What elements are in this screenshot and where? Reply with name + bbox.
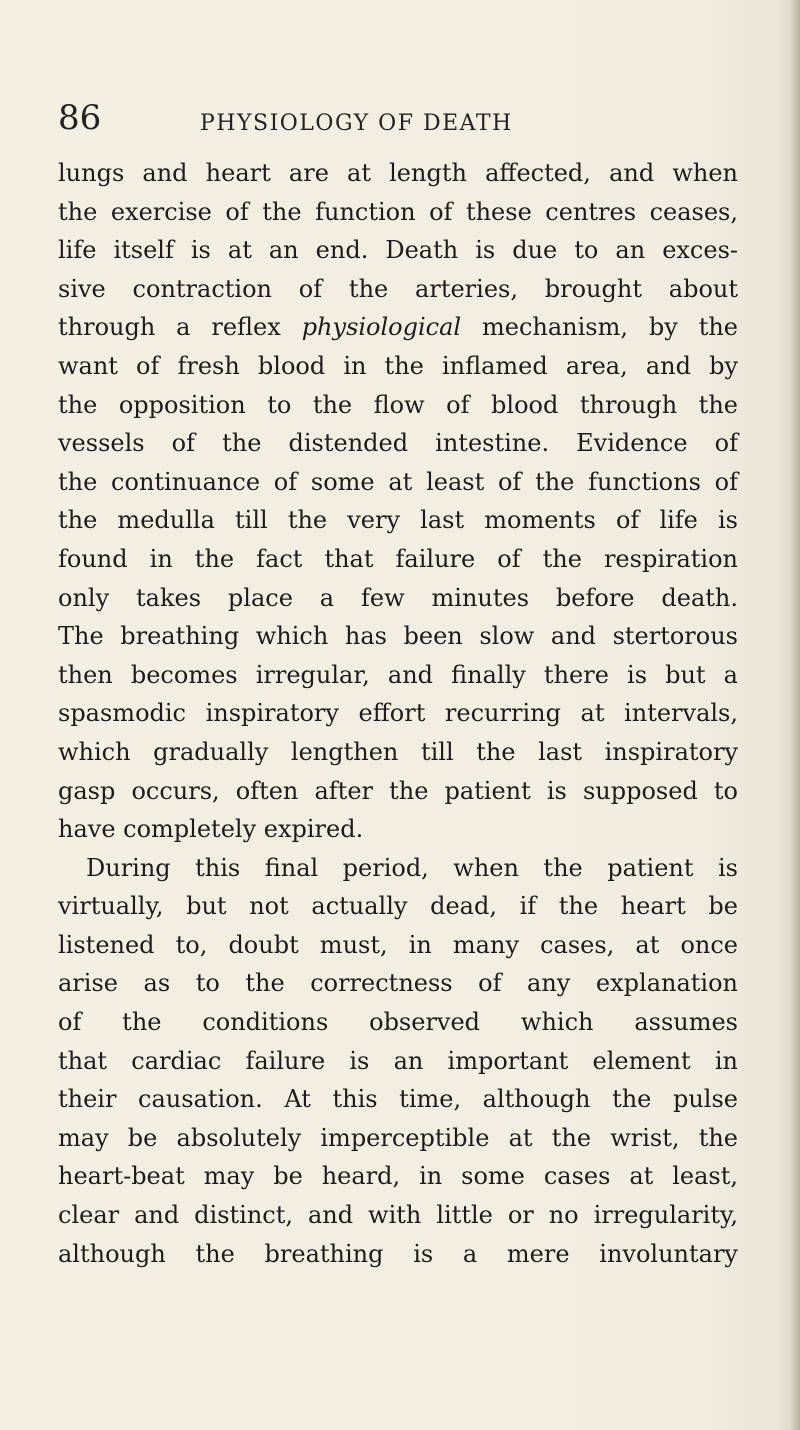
text-line: arise as to the correctness of any explanation — [58, 969, 738, 998]
text-line: only takes place a few minutes before death. — [58, 583, 738, 612]
running-head: PHYSIOLOGY OF DEATH — [200, 111, 513, 136]
text-fragment: mechanism, by the — [461, 313, 738, 342]
page-header — [58, 98, 738, 138]
text-line: then becomes irregular, and finally there is but a — [58, 660, 738, 689]
text-line: During this final period, when the patient is — [86, 853, 738, 882]
text-line: want of fresh blood in the inflamed area, and by — [58, 351, 738, 380]
text-line: although the breathing is a mere involuntary — [58, 1239, 738, 1268]
text-line: of the conditions observed which assumes — [58, 1008, 738, 1037]
text-line: their causation. At this time, although the pulse — [58, 1085, 738, 1114]
body-text — [58, 154, 738, 1273]
text-line: life itself is at an end. Death is due to an exces- — [58, 236, 738, 265]
text-line: spasmodic inspiratory effort recurring at intervals, — [58, 699, 738, 728]
text-line: vessels of the distended intestine. Evidence of — [58, 429, 738, 458]
text-line: the exercise of the function of these centres ceases, — [58, 197, 738, 226]
text-line: have completely expired. — [58, 815, 364, 844]
text-line: clear and distinct, and with little or no irregularity, — [58, 1201, 738, 1230]
text-line: listened to, doubt must, in many cases, at once — [58, 930, 738, 959]
text-fragment: through a reflex — [58, 313, 302, 342]
text-line: the continuance of some at least of the functions of — [58, 467, 738, 496]
text-line: heart-beat may be heard, in some cases at least, — [58, 1162, 738, 1191]
text-line: the opposition to the flow of blood through the — [58, 390, 738, 419]
text-line: that cardiac failure is an important element in — [58, 1046, 738, 1075]
text-line: the medulla till the very last moments of life is — [58, 506, 738, 535]
text-line: may be absolutely imperceptible at the wrist, the — [58, 1123, 738, 1152]
text-line: virtually, but not actually dead, if the heart be — [58, 892, 738, 921]
text-line: sive contraction of the arteries, brought about — [58, 274, 738, 303]
text-line: lungs and heart are at length affected, and when — [58, 159, 738, 187]
text-line — [58, 308, 738, 347]
text-line: which gradually lengthen till the last inspiratory — [58, 737, 738, 766]
text-line: The breathing which has been slow and stertorous — [58, 622, 738, 651]
text-line: gasp occurs, often after the patient is supposed to — [58, 776, 738, 805]
text-line: found in the fact that failure of the respiration — [58, 544, 738, 573]
page-number: 86 — [58, 98, 102, 138]
italic-word: physiological — [301, 313, 462, 342]
page-edge-shadow — [790, 0, 800, 1430]
